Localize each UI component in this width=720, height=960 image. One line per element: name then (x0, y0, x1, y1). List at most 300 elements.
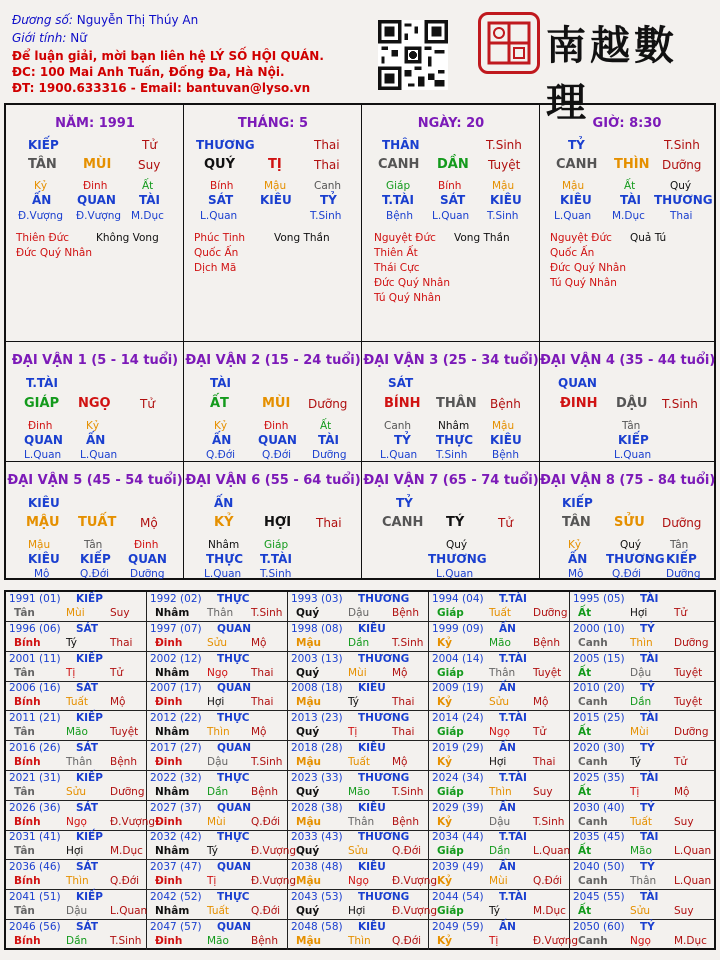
year-cell[interactable] (570, 681, 714, 711)
seal-glyph-icon (481, 15, 537, 71)
year-god: T.TÀI (499, 891, 527, 903)
year-label: 1998 (08) (291, 622, 343, 635)
luck-hidden: Mậu (28, 539, 51, 551)
luck-period-7[interactable] (362, 462, 540, 578)
star-good: Thiên Đức (16, 232, 70, 244)
year-stage: Dưỡng (674, 636, 709, 649)
year-stem: Kỷ (437, 934, 452, 947)
year-cell[interactable] (288, 652, 429, 682)
luck-god: ẤN (214, 496, 234, 510)
year-cell[interactable] (6, 711, 147, 741)
year-cell[interactable] (147, 711, 288, 741)
luck-hidden-god: QUAN (24, 433, 63, 447)
year-stage: Đ.Vượng (392, 905, 438, 917)
year-stem: Nhâm (155, 607, 190, 619)
pillar-title: THÁNG: 5 (237, 116, 309, 131)
luck-hidden: Kỷ (86, 420, 100, 432)
gender-line: Giới tính: Nữ (12, 31, 87, 45)
year-branch: Tị (489, 934, 499, 947)
year-cell[interactable] (429, 860, 570, 890)
year-god: QUAN (217, 682, 252, 695)
hidden-stage: Thai (670, 210, 693, 222)
year-cell[interactable] (147, 890, 288, 920)
hidden-stem: Ất (142, 180, 154, 192)
year-label: 1996 (06) (9, 622, 61, 635)
year-cell[interactable] (570, 860, 714, 890)
year-cell[interactable] (288, 801, 429, 831)
year-stem: Mậu (296, 815, 322, 828)
year-label: 2045 (55) (573, 891, 625, 903)
year-branch: Mùi (489, 875, 508, 888)
year-branch: Thân (630, 875, 657, 888)
hidden-stage: L.Quan (554, 210, 592, 222)
year-label: 2027 (37) (150, 801, 202, 814)
year-cell[interactable] (429, 711, 570, 741)
year-stem: Tân (14, 726, 35, 739)
hidden-stem: Đinh (83, 180, 108, 192)
year-stem: Đinh (155, 696, 183, 709)
year-label: 2037 (47) (150, 861, 202, 874)
star-bad: Vong Thần (454, 232, 510, 244)
year-cell[interactable] (429, 622, 570, 652)
year-stage: Bệnh (392, 607, 419, 619)
year-branch: Hợi (66, 845, 84, 858)
luck-god: QUAN (558, 376, 597, 390)
year-label: 2015 (25) (573, 712, 625, 725)
year-stem: Giáp (437, 726, 464, 739)
year-stage: Tử (533, 726, 547, 739)
year-cell[interactable] (288, 592, 429, 622)
year-branch: Thìn (630, 636, 653, 649)
year-cell[interactable] (429, 830, 570, 860)
year-cell[interactable] (429, 592, 570, 622)
year-cell[interactable] (147, 652, 288, 682)
luck-hidden: Tân (84, 539, 103, 551)
luck-stage: Tử (140, 397, 155, 411)
pillar-top-god: THÂN (382, 138, 420, 152)
pillar-top-stage: T.Sinh (664, 138, 700, 152)
year-cell[interactable] (288, 920, 429, 950)
hidden-god: THƯƠNG (654, 193, 713, 207)
year-label: 2018 (28) (291, 742, 343, 754)
luck-period-8[interactable] (540, 462, 714, 578)
year-stage: T.Sinh (110, 934, 142, 947)
year-god: T.TÀI (499, 831, 527, 844)
luck-hidden: Đinh (28, 420, 53, 432)
luck-god: KIẾP (562, 496, 593, 510)
year-label: 2047 (57) (150, 920, 202, 933)
luck-branch: TUẤT (78, 515, 117, 530)
year-stem: Bính (14, 934, 41, 947)
year-cell[interactable] (570, 622, 714, 652)
year-cell[interactable] (147, 622, 288, 652)
year-stage: Mộ (251, 726, 267, 739)
year-branch: Mùi (348, 666, 367, 679)
luck-hidden-stage: L.Quan (614, 449, 652, 461)
luck-stage: Mộ (140, 516, 158, 530)
year-label: 2039 (49) (432, 861, 484, 874)
year-branch: Sửu (489, 696, 509, 709)
year-cell[interactable] (288, 890, 438, 920)
year-stage: Tuyệt (110, 726, 139, 739)
star-good: Tú Quý Nhân (550, 277, 617, 289)
year-branch: Mão (630, 845, 652, 858)
pillar-stem: TÂN (28, 157, 57, 172)
star-bad: Quả Tú (630, 232, 667, 244)
annual-table (4, 590, 716, 950)
year-cell[interactable] (6, 920, 147, 950)
luck-title: ĐẠI VẬN 7 (65 - 74 tuổi) (363, 473, 539, 488)
year-label: 1997 (07) (150, 622, 202, 635)
year-stage: Đ.Vượng (251, 845, 297, 858)
luck-hidden-stage: Dưỡng (666, 568, 701, 580)
year-cell[interactable] (147, 741, 288, 771)
year-god: QUAN (217, 742, 252, 754)
year-label: 2023 (33) (291, 771, 343, 784)
year-stem: Ất (578, 726, 592, 739)
year-cell[interactable] (6, 592, 147, 622)
luck-period-4[interactable] (540, 342, 714, 462)
address-line: ĐC: 100 Mai Anh Tuấn, Đống Đa, Hà Nội. (12, 65, 285, 79)
year-god: THƯƠNG (358, 831, 410, 844)
year-god: ẤN (499, 861, 516, 874)
year-stem: Quý (296, 666, 320, 679)
year-stem: Canh (578, 934, 608, 947)
year-branch: Tuất (207, 905, 230, 917)
year-stage: L.Quan (110, 905, 148, 917)
year-label: 2003 (13) (291, 652, 343, 665)
year-label: 2026 (36) (9, 801, 61, 814)
year-cell[interactable] (429, 741, 570, 771)
luck-stem: ĐINH (560, 396, 598, 411)
star-good: Quốc Ấn (550, 247, 595, 259)
year-cell[interactable] (147, 830, 297, 860)
year-cell[interactable] (288, 830, 429, 860)
year-label: 2008 (18) (291, 682, 343, 695)
year-stem: Bính (14, 815, 41, 828)
year-cell[interactable] (6, 771, 147, 801)
phone-email-line[interactable]: ĐT: 1900.633316 - Email: bantuvan@lyso.vn (12, 81, 311, 95)
year-god: TÀI (640, 771, 659, 784)
year-god: KIÊU (358, 682, 386, 695)
luck-hidden-god: ẤN (86, 433, 106, 447)
year-stem: Giáp (437, 785, 464, 798)
luck-hidden: Tân (622, 420, 641, 432)
luck-hidden: Tân (670, 539, 689, 551)
hidden-stage: T.Sinh (487, 210, 519, 222)
year-branch: Thân (348, 815, 375, 828)
hidden-stem: Mậu (492, 180, 515, 192)
year-cell[interactable] (147, 771, 288, 801)
luck-stage: T.Sinh (662, 397, 698, 411)
pillar-stem: CANH (378, 157, 420, 172)
year-cell[interactable] (6, 652, 147, 682)
hidden-stage: Đ.Vượng (18, 210, 64, 222)
year-cell[interactable] (288, 622, 429, 652)
year-god: ẤN (499, 742, 516, 754)
luck-branch: MÙI (262, 396, 291, 411)
year-stem: Bính (14, 636, 41, 649)
year-branch: Dậu (489, 815, 511, 828)
year-stage: Tử (110, 666, 124, 679)
hidden-stage: L.Quan (432, 210, 470, 222)
year-cell[interactable] (570, 741, 714, 771)
year-god: THƯƠNG (358, 771, 410, 784)
contact-line: Để luận giải, mời bạn liên hệ LÝ SỐ HỘI QUÁN. (12, 49, 324, 63)
star-good: Thiên Ất (374, 247, 418, 259)
luck-period-1[interactable] (6, 342, 184, 462)
year-cell[interactable] (429, 681, 570, 711)
year-cell[interactable] (288, 681, 429, 711)
hidden-god: KIÊU (560, 193, 592, 207)
year-branch: Tý (66, 636, 77, 649)
luck-title: ĐẠI VẬN 6 (55 - 64 tuổi) (185, 473, 361, 488)
year-label: 2022 (32) (150, 771, 202, 784)
luck-hidden-god: T.TÀI (260, 552, 292, 566)
luck-stem: BÍNH (384, 396, 421, 411)
hidden-god: KIÊU (490, 193, 522, 207)
star-good: Tú Quý Nhân (374, 292, 441, 304)
year-label: 2019 (29) (432, 742, 484, 754)
luck-hidden-stage: Dưỡng (130, 568, 165, 580)
year-label: 2004 (14) (432, 652, 484, 665)
year-cell[interactable] (6, 681, 147, 711)
luck-hidden-stage: L.Quan (380, 449, 418, 461)
hidden-stage: L.Quan (200, 210, 238, 222)
year-stem: Kỷ (437, 636, 452, 649)
year-branch: Tý (207, 845, 218, 858)
luck-hidden-stage: Q.Đới (262, 449, 292, 461)
year-cell[interactable] (570, 890, 714, 920)
year-stem: Nhâm (155, 666, 190, 679)
luck-title: ĐẠI VẬN 4 (35 - 44 tuổi) (540, 353, 716, 368)
luck-period-3[interactable] (362, 342, 540, 462)
year-stage: Bệnh (251, 785, 278, 798)
year-god: SÁT (76, 622, 99, 635)
year-stem: Giáp (437, 845, 464, 858)
year-label: 2002 (12) (150, 652, 202, 665)
year-stem: Nhâm (155, 785, 190, 798)
luck-stage: Thai (316, 516, 342, 530)
luck-hidden-stage: Dưỡng (312, 449, 347, 461)
year-god: TỶ (640, 682, 655, 695)
year-branch: Hợi (630, 607, 648, 619)
logo-text: 南越數理 (546, 22, 678, 126)
year-god: TÀI (640, 831, 659, 844)
year-cell[interactable] (6, 801, 156, 831)
year-god: TÀI (640, 891, 659, 903)
year-label: 2000 (10) (573, 622, 625, 635)
hidden-stem: Mậu (562, 180, 585, 192)
hidden-stem: Giáp (386, 180, 411, 192)
year-god: THỰC (217, 652, 250, 665)
year-stage: Q.Đới (392, 934, 422, 947)
year-god: T.TÀI (499, 652, 527, 665)
year-god: THƯƠNG (358, 712, 410, 725)
year-cell[interactable] (6, 741, 147, 771)
year-cell[interactable] (570, 830, 714, 860)
year-branch: Ngọ (489, 726, 510, 739)
year-branch: Thân (66, 756, 93, 768)
hidden-god: ẤN (32, 193, 52, 207)
year-cell[interactable] (147, 860, 297, 890)
year-label: 2005 (15) (573, 652, 625, 665)
pillar-branch: DẦN (437, 157, 469, 172)
luck-title: ĐẠI VẬN 2 (15 - 24 tuổi) (185, 353, 361, 368)
year-cell[interactable] (6, 860, 147, 890)
year-stage: T.Sinh (533, 815, 565, 828)
year-god: KIẾP (76, 652, 103, 665)
year-cell[interactable] (288, 860, 438, 890)
year-stage: Mộ (533, 696, 549, 709)
name-line: Đương số: Nguyễn Thị Thúy An (12, 13, 199, 27)
hidden-stage: Đ.Vượng (76, 210, 122, 222)
year-stage: Đ.Vượng (110, 815, 156, 828)
year-god: KIÊU (358, 801, 386, 814)
luck-hidden-stage: Q.Đới (80, 568, 110, 580)
year-cell[interactable] (570, 771, 714, 801)
year-god: SÁT (76, 682, 99, 695)
year-stem: Canh (578, 815, 608, 828)
year-cell[interactable] (570, 652, 714, 682)
luck-hidden-god: TÀI (318, 433, 340, 447)
luck-god: TÀI (210, 376, 232, 390)
year-cell[interactable] (288, 771, 429, 801)
star-good: Đức Quý Nhân (374, 277, 450, 289)
year-cell[interactable] (288, 741, 429, 771)
qr-code-icon[interactable] (378, 20, 448, 90)
year-label: 2006 (16) (9, 682, 61, 695)
luck-period-6[interactable] (184, 462, 362, 578)
year-cell[interactable] (429, 890, 570, 920)
hidden-stem: Bính (438, 180, 462, 192)
year-god: KIẾP (76, 771, 103, 784)
year-branch: Mão (348, 785, 370, 798)
year-cell[interactable] (570, 801, 714, 831)
year-stem: Ất (578, 905, 592, 917)
luck-stem: MẬU (26, 515, 60, 530)
year-label: 2024 (34) (432, 771, 484, 784)
year-branch: Dần (489, 845, 511, 858)
hidden-god: KIÊU (260, 193, 292, 207)
year-cell[interactable] (570, 592, 714, 622)
year-god: QUAN (217, 622, 252, 635)
luck-title: ĐẠI VẬN 5 (45 - 54 tuổi) (7, 473, 183, 488)
hidden-stage: Bệnh (386, 210, 413, 222)
star-good: Đức Quý Nhân (550, 262, 626, 274)
year-god: THỰC (217, 891, 250, 903)
hidden-stage: M.Dục (612, 210, 645, 222)
year-label: 2020 (30) (573, 742, 625, 754)
year-branch: Hợi (348, 905, 366, 917)
year-god: SÁT (76, 742, 99, 754)
year-branch: Ngọ (66, 815, 87, 828)
year-cell[interactable] (147, 681, 288, 711)
year-cell[interactable] (429, 801, 570, 831)
year-god: SÁT (76, 920, 99, 933)
year-stem: Tân (14, 785, 35, 798)
year-cell[interactable] (6, 622, 147, 652)
pillar-top-god: THƯƠNG (196, 138, 255, 152)
year-cell[interactable] (429, 652, 570, 682)
luck-stage: Tử (498, 516, 513, 530)
luck-hidden: Quý (446, 539, 468, 551)
year-branch: Thìn (348, 934, 371, 947)
year-cell[interactable] (288, 711, 429, 741)
year-stem: Ất (578, 785, 592, 798)
luck-period-5[interactable] (6, 462, 184, 578)
luck-hidden-stage: L.Quan (24, 449, 62, 461)
year-branch: Dậu (207, 756, 229, 768)
year-stem: Quý (296, 785, 320, 798)
year-cell[interactable] (6, 890, 147, 920)
year-branch: Mùi (207, 815, 226, 828)
year-stage: Q.Đới (110, 875, 140, 888)
pillar-month (184, 105, 362, 342)
year-god: TỶ (640, 801, 655, 814)
year-label: 1992 (02) (150, 593, 202, 605)
year-stage: Bệnh (392, 815, 419, 828)
year-god: THƯƠNG (358, 891, 410, 903)
year-cell[interactable] (147, 920, 288, 950)
year-branch: Tị (630, 785, 640, 798)
year-stem: Mậu (296, 756, 322, 768)
hidden-god: TÀI (139, 193, 161, 207)
year-cell[interactable] (570, 920, 714, 950)
luck-period-2[interactable] (184, 342, 362, 462)
year-branch: Dậu (630, 666, 652, 679)
luck-hidden-stage: L.Quan (436, 568, 474, 580)
year-stage: Bệnh (110, 756, 137, 768)
year-label: 2034 (44) (432, 831, 484, 844)
year-stem: Mậu (296, 934, 322, 947)
year-stem: Bính (14, 875, 41, 888)
year-god: TỶ (640, 920, 655, 933)
chart-grid (4, 103, 716, 580)
year-label: 2011 (21) (9, 712, 61, 725)
pillar-stage: Tuyệt (488, 158, 521, 172)
year-cell[interactable] (6, 830, 147, 860)
year-branch: Ngọ (207, 666, 228, 679)
year-cell[interactable] (570, 711, 714, 741)
year-label: 1999 (09) (432, 622, 484, 635)
luck-stem: KỶ (214, 515, 234, 530)
star-bad: Vong Thần (274, 232, 330, 244)
year-cell[interactable] (147, 592, 288, 622)
luck-hidden-stage: Mộ (34, 568, 50, 580)
year-stem: Đinh (155, 815, 183, 828)
year-cell[interactable] (429, 920, 579, 950)
pillar-stem: CANH (556, 157, 598, 172)
pillar-title: NGÀY: 20 (417, 116, 485, 131)
year-cell[interactable] (429, 771, 570, 801)
luck-hidden-god: KIẾP (666, 552, 697, 566)
year-label: 2031 (41) (9, 831, 61, 844)
year-branch: Ngọ (630, 934, 651, 947)
luck-hidden-god: QUAN (258, 433, 297, 447)
year-label: 2046 (56) (9, 920, 61, 933)
luck-hidden-stage: Mộ (568, 568, 584, 580)
luck-title: ĐẠI VẬN 3 (25 - 34 tuổi) (363, 353, 539, 368)
luck-hidden: Giáp (264, 539, 289, 551)
year-cell[interactable] (147, 801, 288, 831)
luck-god: TỶ (396, 496, 413, 510)
year-god: QUAN (217, 801, 252, 814)
star-good: Nguyệt Đức (550, 232, 612, 244)
luck-hidden-god: TỶ (394, 433, 411, 447)
year-god: THƯƠNG (358, 593, 410, 605)
year-god: THỰC (217, 593, 250, 605)
